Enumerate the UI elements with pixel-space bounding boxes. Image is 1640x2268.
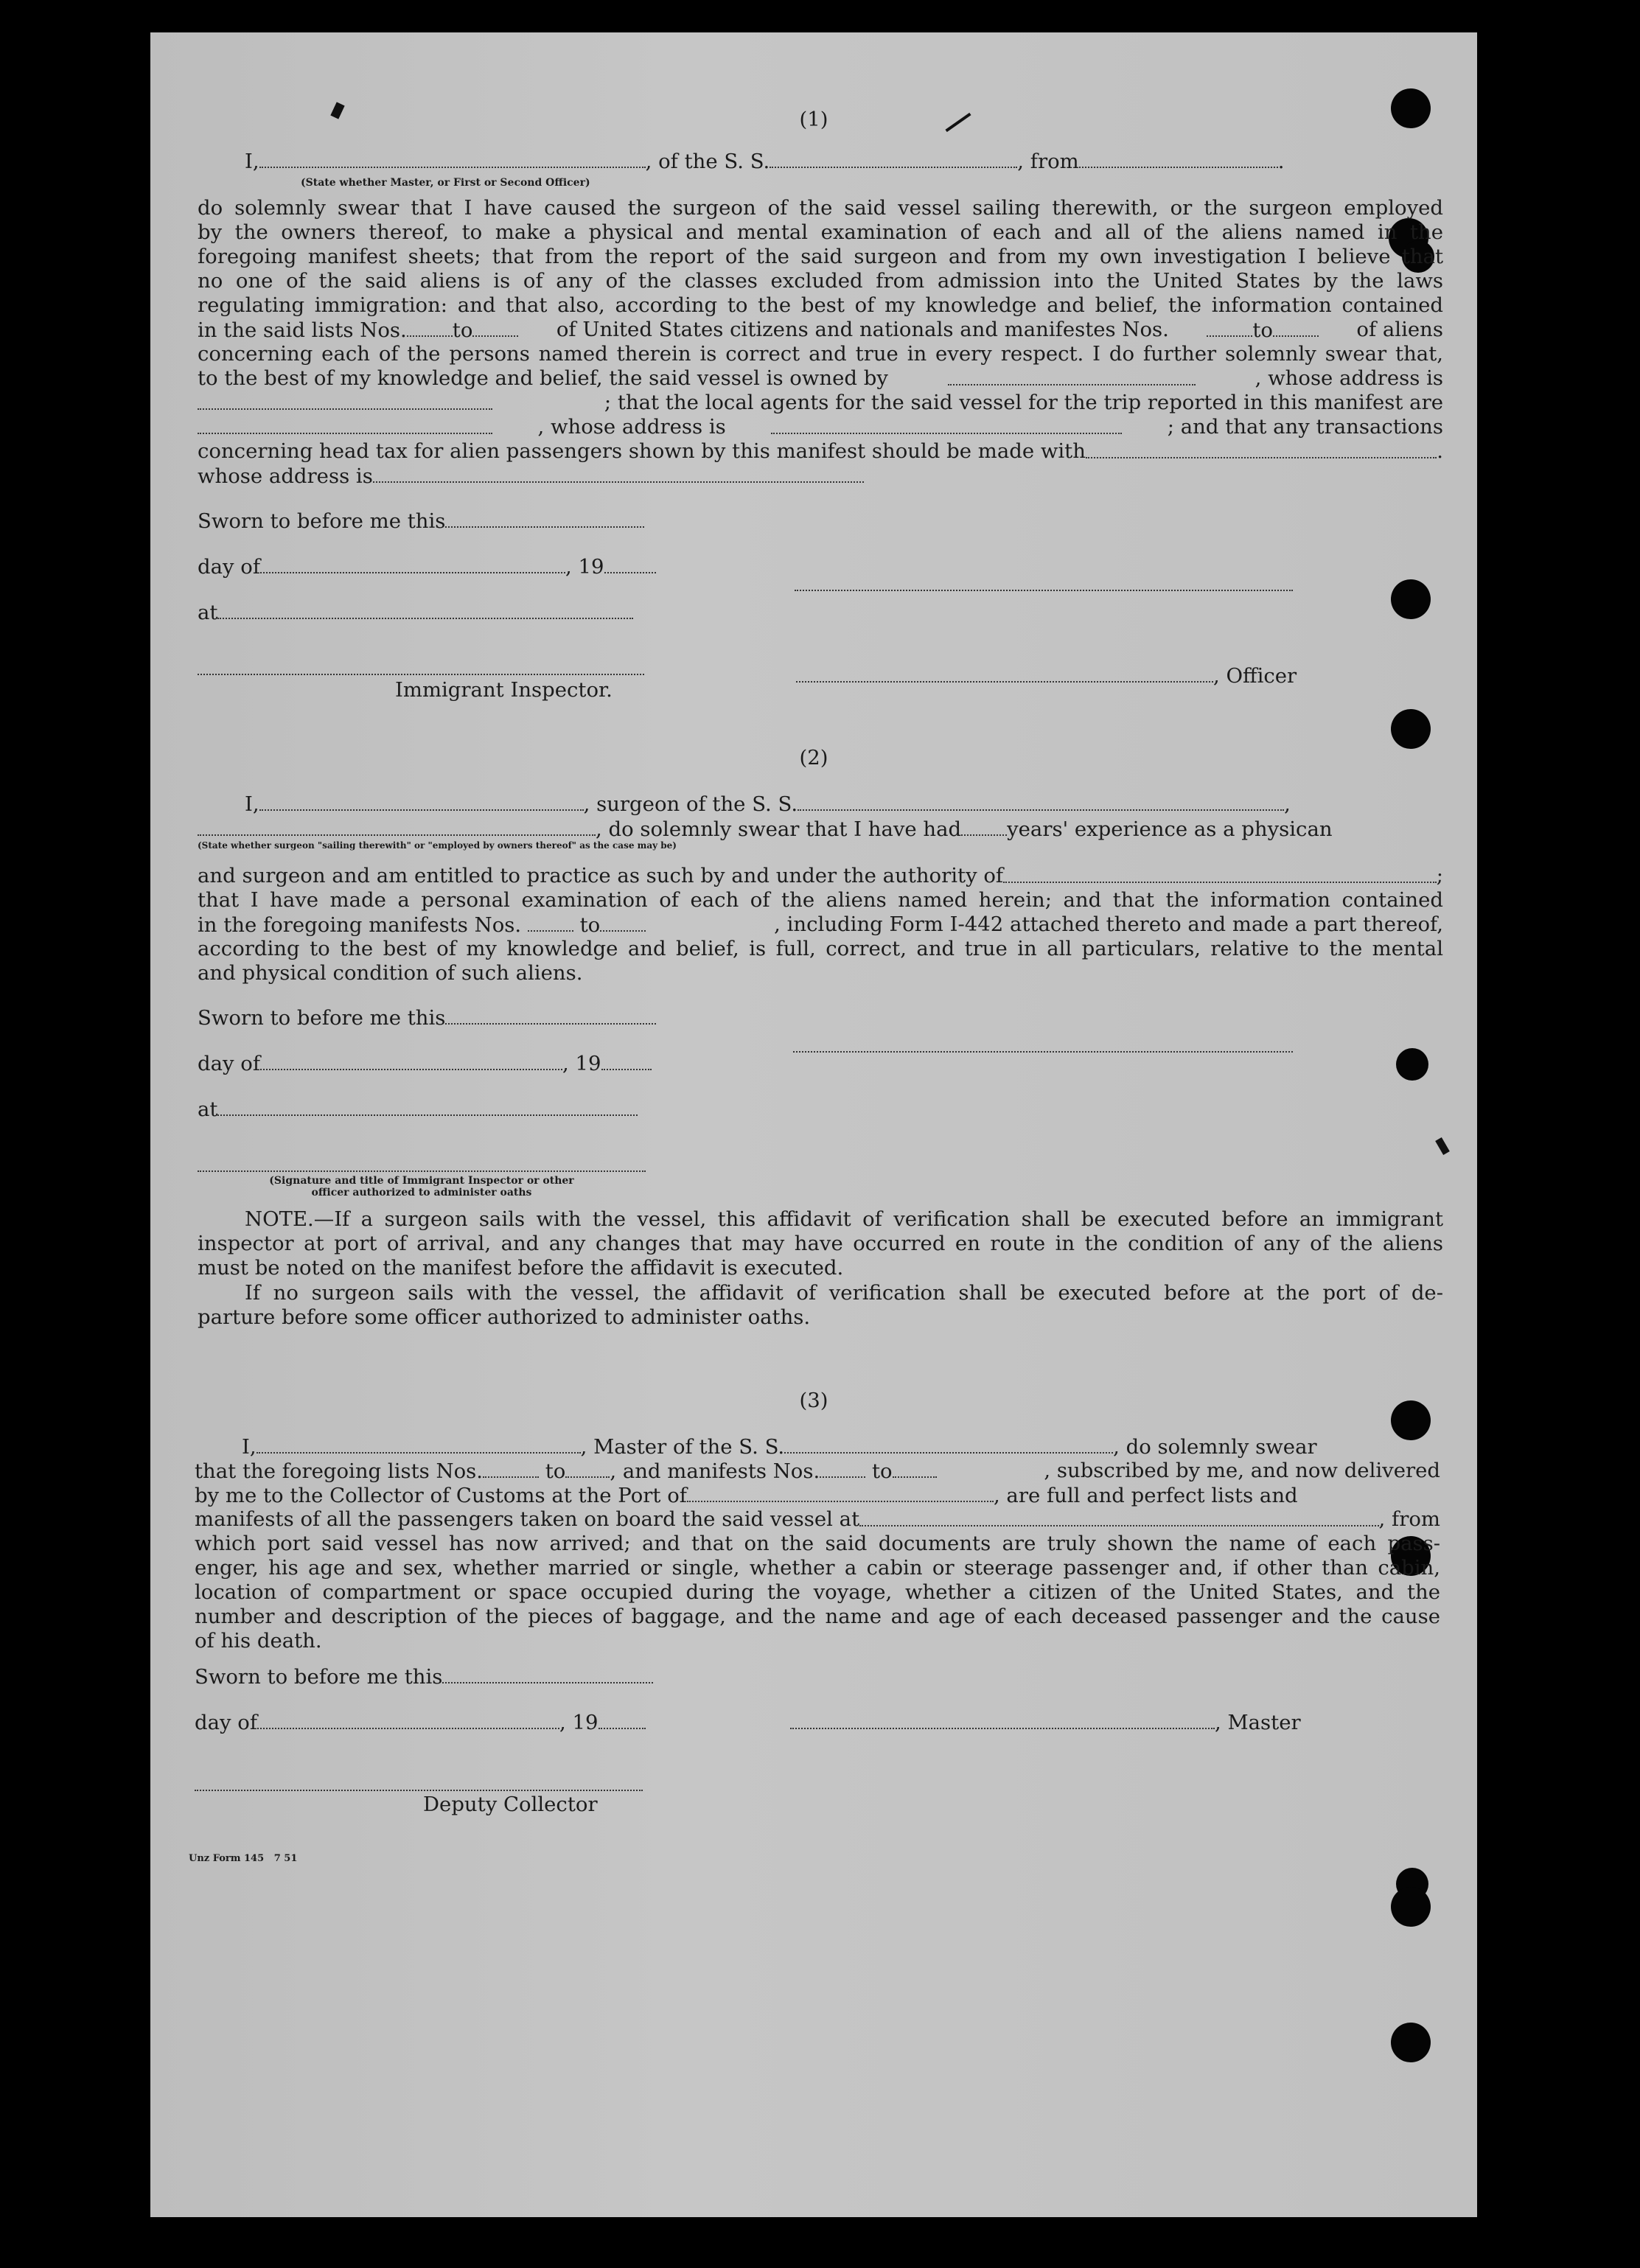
surgeon-signature-line[interactable] — [793, 1051, 1293, 1053]
concerning-line: concerning each of the persons named therein is correct and true in every respect. I do further solemnly swear that, — [198, 342, 1443, 366]
punch-hole — [1396, 1048, 1428, 1081]
immigrant-inspector-label: Immigrant Inspector. — [395, 678, 613, 702]
section-number: (1) — [799, 108, 828, 131]
owner-address-field[interactable] — [198, 391, 492, 410]
lists-to-field[interactable] — [472, 318, 518, 337]
authority-field[interactable] — [1003, 864, 1437, 883]
lists-line: in the said lists Nos. to of United States citizens and nationals and manifestes Nos. to of aliens — [198, 318, 1443, 342]
years-field[interactable] — [961, 817, 1007, 836]
at-line-1: at — [198, 600, 633, 624]
officer-name-field[interactable] — [259, 149, 646, 168]
year-field[interactable] — [599, 1710, 646, 1729]
oath-body: do solemnly swear that I have caused the surgeon of the said vessel sailing therewith, or the surgeon employed by the owners thereof, to make a physical and mental examination of each and all of the aliens named in the foregoing manifest sheets; that from the report of the said surgeon and from my own investigation I believe that no one of the said aliens is of any of the classes excluded from admission into the United States by the laws regulating immigration: and that also, according to the best of my knowledge and belief, the information contained — [198, 196, 1443, 317]
manifests-from-field[interactable] — [1207, 318, 1252, 337]
boarding-line: manifests of all the passengers taken on board the said vessel at , from — [195, 1507, 1440, 1531]
master-vessel-field[interactable] — [784, 1434, 1113, 1454]
at-line-2: at — [198, 1097, 638, 1121]
master-lists-line: that the foregoing lists Nos. to , and manifests Nos. to , subscribed by me, and now delivered — [195, 1459, 1440, 1483]
agents-line: ; that the local agents for the said vessel for the trip reported in this manifest are — [198, 391, 1443, 414]
master-lists-from-field[interactable] — [483, 1459, 539, 1478]
master-manifests-from-field[interactable] — [820, 1459, 865, 1478]
surgeon-condition-line: and physical condition of such aliens. — [198, 961, 583, 985]
surgeon-second-line: , do solemnly swear that I have had years' experience as a physican — [198, 817, 1333, 841]
day-line-3: day of , 19 — [195, 1710, 646, 1734]
oath-first-line: I, , of the S. S. , from . — [245, 150, 1285, 173]
place-field[interactable] — [217, 600, 633, 619]
agents-address-field[interactable] — [771, 415, 1122, 434]
master-lists-to-field[interactable] — [565, 1459, 610, 1478]
day-line-1: day of , 19 — [198, 554, 656, 579]
lists-from-field[interactable] — [407, 318, 453, 337]
whose-address-line: whose address is — [198, 464, 864, 488]
owner-field[interactable] — [948, 366, 1196, 385]
officer-note: (State whether Master, or First or Second Officer) — [301, 177, 590, 189]
section-number: (2) — [799, 746, 828, 770]
inspector-signature-line[interactable] — [198, 1170, 646, 1172]
sworn-date-field[interactable] — [445, 1005, 656, 1025]
sworn-line-2: Sworn to before me this — [198, 1005, 656, 1030]
form-number: Unz Form 145 7 51 — [189, 1853, 298, 1864]
punch-hole — [1391, 2023, 1431, 2062]
headtax-field[interactable] — [1086, 439, 1437, 458]
officer-signature-field[interactable] — [796, 663, 1213, 683]
form-sheet — [150, 32, 1477, 2217]
surgeon-first-line: I, , surgeon of the S. S. , — [245, 792, 1291, 816]
agents-field[interactable] — [198, 415, 492, 434]
headtax-line: concerning head tax for alien passengers shown by this manifest should be made with . — [198, 439, 1443, 463]
day-line-2: day of , 19 — [198, 1051, 652, 1075]
day-field[interactable] — [260, 554, 565, 573]
surgeon-manifests-from-field[interactable] — [528, 913, 573, 932]
master-signature-field[interactable] — [790, 1710, 1215, 1729]
signature-note: (Signature and title of Immigrant Inspector or other officer authorized to administer oaths — [269, 1175, 574, 1198]
note-paragraph-1: NOTE.—If a surgeon sails with the vessel, this affidavit of verification shall be executed before an immigrant inspector at port of arrival, and any changes that may have occurred en route in the condition of any of the aliens must be noted on the manifest before the affidavit is executed. — [198, 1207, 1443, 1280]
origin-port-field[interactable] — [1079, 149, 1278, 168]
year-field[interactable] — [601, 1051, 652, 1070]
ink-mark — [1435, 1137, 1450, 1155]
day-field[interactable] — [260, 1051, 562, 1070]
officer-signature-top-line[interactable] — [795, 590, 1293, 591]
vessel-name-field[interactable] — [770, 149, 1017, 168]
sworn-line-3: Sworn to before me this — [195, 1664, 653, 1689]
master-manifests-to-field[interactable] — [893, 1459, 937, 1478]
punch-hole — [1391, 709, 1431, 749]
examination-line: that I have made a personal examination of each of the aliens named herein; and that the information contained — [198, 888, 1443, 912]
punch-hole — [1391, 1887, 1431, 1927]
year-field[interactable] — [604, 554, 656, 573]
surgeon-manifests-line: in the foregoing manifests Nos. to , including Form I-442 attached thereto and made a part thereof, — [198, 913, 1443, 937]
note-paragraph-2: If no surgeon sails with the vessel, the affidavit of verification shall be executed before at the port of de- parture before some officer authorized to administer oaths. — [198, 1281, 1443, 1329]
deputy-collector-label: Deputy Collector — [423, 1793, 598, 1816]
master-signature-line: , Master — [790, 1710, 1301, 1734]
inspector-signature-line[interactable] — [198, 674, 644, 675]
port-field[interactable] — [687, 1483, 994, 1502]
surgeon-manifests-to-field[interactable] — [600, 913, 646, 932]
port-line: by me to the Collector of Customs at the Port of , are full and perfect lists and — [195, 1484, 1298, 1507]
manifests-to-field[interactable] — [1273, 318, 1319, 337]
sworn-date-field[interactable] — [445, 509, 644, 528]
sworn-date-field[interactable] — [442, 1664, 653, 1683]
surgeon-vessel-field[interactable] — [798, 792, 1284, 811]
day-field[interactable] — [257, 1710, 559, 1729]
surgeon-belief-line: according to the best of my knowledge and belief, is full, correct, and true in all particulars, relative to the mental — [198, 937, 1443, 960]
authority-line: and surgeon and am entitled to practice as such by and under the authority of ; — [198, 864, 1443, 887]
place-field[interactable] — [217, 1097, 638, 1116]
surgeon-name-field[interactable] — [259, 792, 584, 811]
boarding-port-field[interactable] — [859, 1507, 1378, 1526]
master-oath-body: which port said vessel has now arrived; and that on the said documents are truly shown the name of each pass- enger, his age and sex, whether married or single, whether a cabin or steerage passenger and, if other than cabin, location of compartment or space occupied during the voyage, whether a citizen of the United States, and the number and description of the pieces of baggage, and the name and age of each deceased passenger and the cause of his death. — [195, 1532, 1440, 1653]
section-number: (3) — [799, 1389, 828, 1412]
master-first-line: I, , Master of the S. S. , do solemnly swear — [242, 1435, 1317, 1459]
headtax-address-field[interactable] — [373, 464, 864, 483]
agents-address-line: , whose address is ; and that any transactions — [198, 415, 1443, 439]
master-name-field[interactable] — [257, 1434, 581, 1454]
owner-line: to the best of my knowledge and belief, the said vessel is owned by , whose address is — [198, 366, 1443, 390]
sworn-line-1: Sworn to before me this — [198, 509, 644, 533]
punch-hole — [1391, 579, 1431, 619]
collector-signature-line[interactable] — [195, 1790, 643, 1791]
surgeon-status-field[interactable] — [198, 817, 596, 836]
officer-signature-line: , Officer — [796, 663, 1297, 688]
surgeon-note: (State whether surgeon "sailing therewith" or "employed by owners thereof" as the case may be) — [198, 840, 677, 851]
